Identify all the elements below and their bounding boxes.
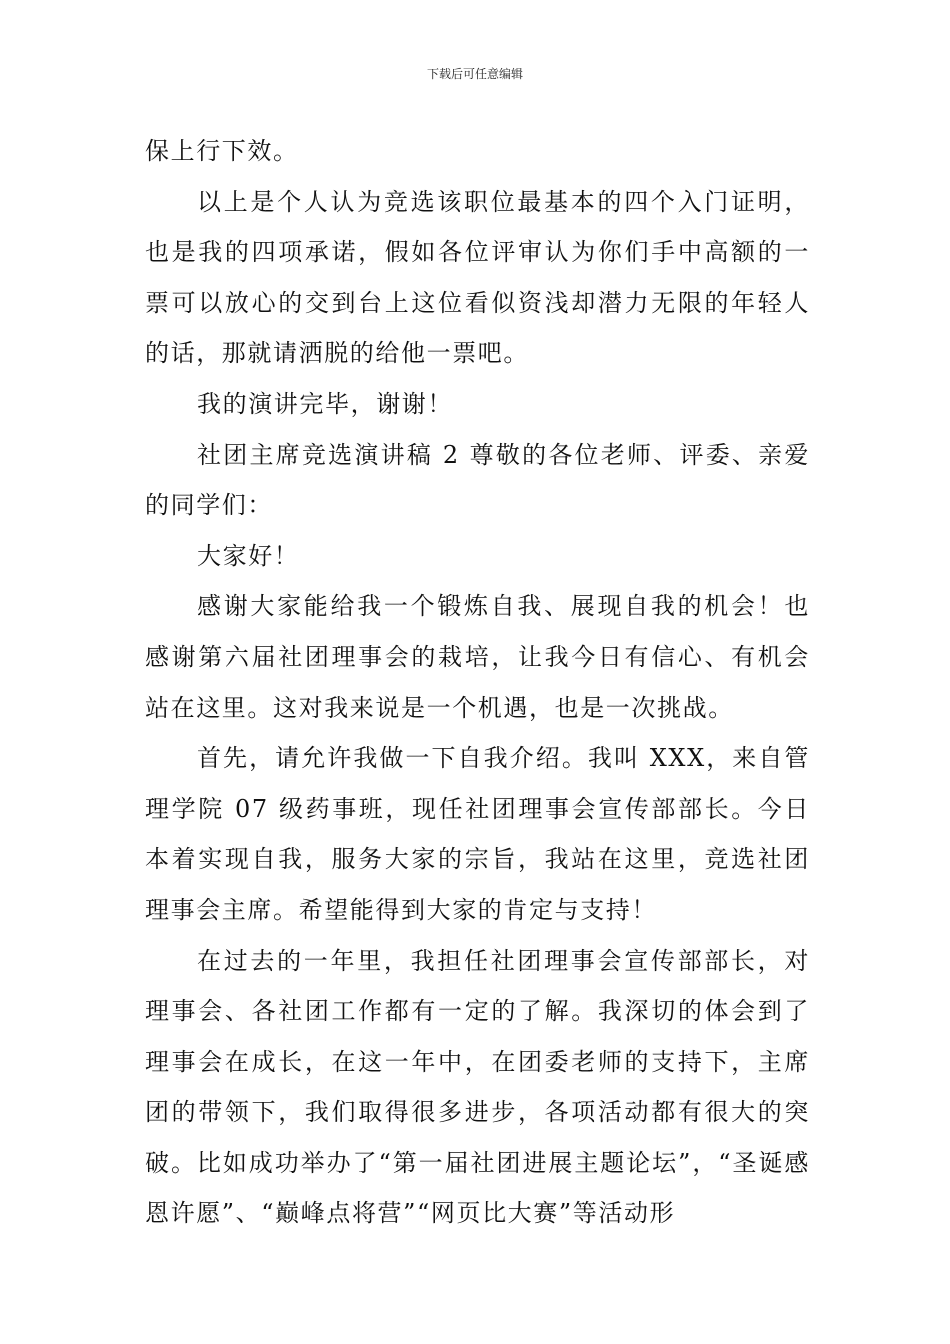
paragraph-8: 在过去的一年里，我担任社团理事会宣传部部长，对理事会、各社团工作都有一定的了解。我深切的体会到了理事会在成长，在这一年中，在团委老师的支持下，主席团的带领下，我们取得很多进步，各项活动都有很大的突破。比如成功举办了“第一届社团进展主题论坛”，“圣诞感恩许愿”、“巅峰点将营”“网页比大赛”等活动形 [145, 946, 810, 1228]
document-body [145, 126, 810, 1239]
paragraph-1: 保上行下效。 [145, 137, 299, 165]
paragraph-5: 大家好！ [197, 541, 300, 570]
paragraph-4: 社团主席竞选演讲稿 2 尊敬的各位老师、评委、亲爱的同学们： [145, 440, 810, 520]
page-header: 下载后可任意编辑 [426, 67, 523, 81]
paragraph-2: 以上是个人认为竞选该职位最基本的四个入门证明，也是我的四项承诺，假如各位评审认为你们手中高额的一票可以放心的交到台上这位看似资浅却潜力无限的年轻人的话，那就请洒脱的给他一票吧。 [145, 187, 810, 368]
paragraph-3: 我的演讲完毕，谢谢！ [197, 389, 453, 418]
paragraph-7: 首先，请允许我做一下自我介绍。我叫 XXX，来自管理学院 07 级药事班，现任社团理事会宣传部部长。今日本着实现自我，服务大家的宗旨，我站在这里，竞选社团理事会主席。希望能得到大家的肯定与支持！ [145, 744, 810, 924]
paragraph-6: 感谢大家能给我一个锻炼自我、展现自我的机会！也感谢第六届社团理事会的栽培，让我今日有信心、有机会站在这里。这对我来说是一个机遇，也是一次挑战。 [145, 592, 810, 722]
